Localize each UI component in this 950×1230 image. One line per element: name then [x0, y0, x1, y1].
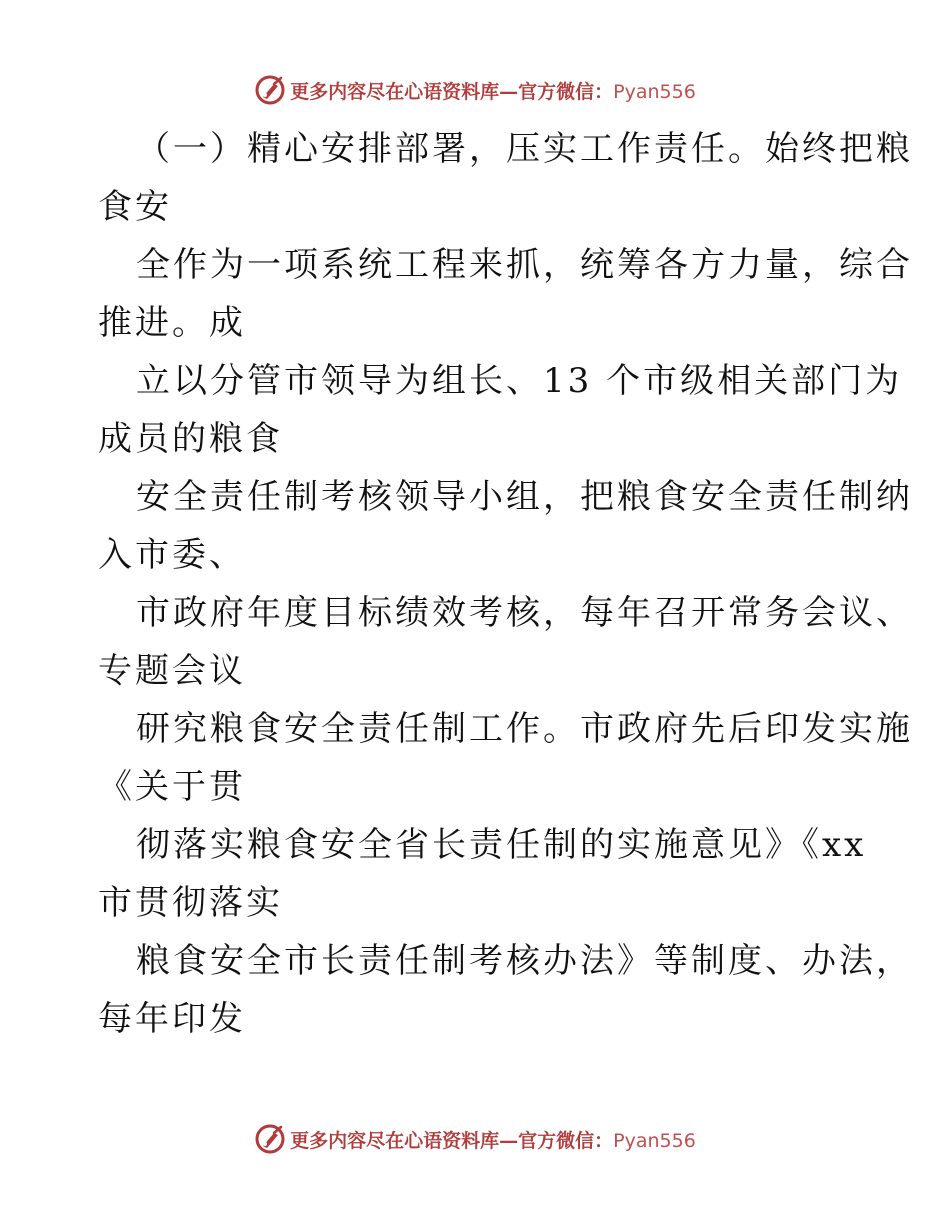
- text-line: 每年印发: [98, 999, 246, 1039]
- text-line: 专题会议: [98, 651, 246, 691]
- text-line: 研究粮食安全责任制工作。市政府先后印发实施: [136, 709, 913, 749]
- document-body: [98, 120, 913, 1048]
- text-line: 《关于贯: [98, 767, 246, 807]
- footer-watermark: [0, 1121, 950, 1157]
- text-line: 食安: [98, 187, 172, 227]
- text-line: 市政府年度目标绩效考核，每年召开常务会议、: [136, 593, 913, 633]
- text-line: 立以分管市领导为组长、13 个市级相关部门为: [136, 361, 903, 401]
- text-line: 安全责任制考核领导小组，把粮食安全责任制纳: [136, 477, 913, 517]
- watermark-text: 更多内容尽在心语资料库—官方微信：Pyan556: [290, 80, 696, 103]
- text-line: 推进。成: [98, 303, 246, 343]
- watermark-text: 更多内容尽在心语资料库—官方微信：Pyan556: [290, 1129, 696, 1152]
- text-line: 成员的粮食: [98, 419, 283, 459]
- text-line: 入市委、: [98, 535, 246, 575]
- text-line: 市贯彻落实: [98, 883, 283, 923]
- quill-logo-icon: [254, 74, 286, 106]
- text-line: 全作为一项系统工程来抓，统筹各方力量，综合: [136, 245, 913, 285]
- text-line: 彻落实粮食安全省长责任制的实施意见》《xx: [136, 825, 867, 865]
- header-watermark: [0, 72, 950, 108]
- text-line: 粮食安全市长责任制考核办法》等制度、办法，: [136, 941, 913, 981]
- text-line: （一）精心安排部署，压实工作责任。始终把粮: [136, 129, 913, 169]
- quill-logo-icon: [254, 1123, 286, 1155]
